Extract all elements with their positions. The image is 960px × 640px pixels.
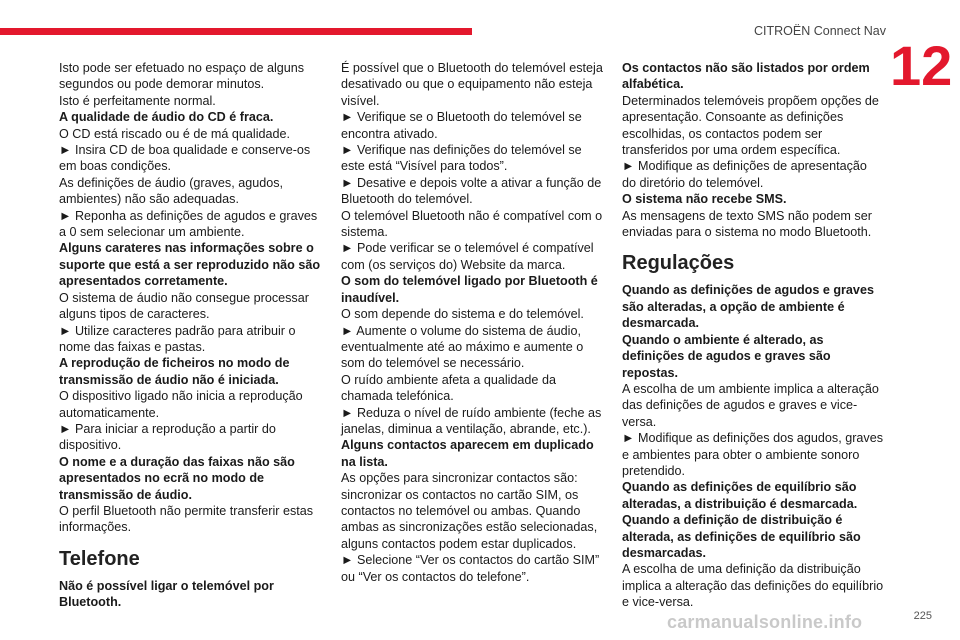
body-paragraph: A escolha de uma definição da distribuição implica a alteração das definições do equilíbrio e vice-versa. — [622, 562, 884, 610]
body-paragraph: ► Modifique as definições de apresentação do diretório do telemóvel. — [622, 159, 867, 190]
col3-paragraphs — [622, 60, 884, 240]
body-paragraph: O dispositivo ligado não inicia a reprodução automaticamente. — [59, 389, 303, 420]
body-paragraph: ► Utilize caracteres padrão para atribuir o nome das faixas e pastas. — [59, 323, 296, 354]
bold-heading-paragraph: Alguns carateres nas informações sobre o suporte que está a ser reproduzido não são apresentados corretamente. — [59, 241, 321, 289]
body-paragraph: É possível que o Bluetooth do telemóvel esteja desativado ou que o equipamento não esteja visível. — [341, 61, 603, 108]
body-paragraph: ► Reponha as definições de agudos e graves a 0 sem selecionar um ambiente. — [59, 208, 318, 240]
column-3 — [622, 60, 884, 611]
body-paragraph: ► Reduza o nível de ruído ambiente (feche as janelas, diminua a ventilação, abrande, etc.). — [341, 405, 602, 436]
body-paragraph: O sistema de áudio não consegue processar alguns tipos de caracteres. — [59, 290, 309, 322]
body-paragraph: O ruído ambiente afeta a qualidade da chamada telefónica. — [341, 372, 556, 404]
body-paragraph: ► Insira CD de boa qualidade e conserve-os em boas condições. — [59, 143, 311, 174]
bold-heading-paragraph: O nome e a duração das faixas não são apresentados no ecrã no modo de transmissão de áudio. — [59, 454, 295, 502]
page-number: 225 — [913, 610, 932, 622]
body-paragraph: A escolha de um ambiente implica a alteração das definições de agudos e graves e vice-versa. — [622, 381, 879, 429]
body-paragraph: ► Modifique as definições dos agudos, graves e ambientes para obter o ambiente sonoro pretendido. — [622, 431, 883, 478]
body-paragraph: Isto pode ser efetuado no espaço de alguns segundos ou pode demorar minutos. — [59, 61, 305, 92]
section-title-telefone: Telefone — [59, 547, 140, 570]
body-paragraph: Isto é perfeitamente normal. — [59, 93, 216, 108]
body-paragraph: ► Desative e depois volte a ativar a função de Bluetooth do telemóvel. — [341, 175, 602, 207]
body-paragraph: As definições de áudio (graves, agudos, ambientes) não são adequadas. — [59, 175, 284, 207]
bold-heading-paragraph: O sistema não recebe SMS. — [622, 192, 787, 207]
column-1 — [59, 60, 325, 611]
col1-section-paragraphs — [59, 578, 325, 611]
bold-heading-paragraph: Não é possível ligar o telemóvel por Bluetooth. — [59, 578, 274, 610]
chapter-number: 12 — [890, 34, 953, 97]
col1-paragraphs — [59, 60, 325, 536]
header-title: CITROËN Connect Nav — [754, 24, 886, 38]
bold-heading-paragraph: Quando as definições de equilíbrio são alteradas, a distribuição é desmarcada. — [622, 480, 858, 511]
bold-heading-paragraph: Quando o ambiente é alterado, as definições de agudos e graves são repostas. — [622, 332, 831, 380]
body-paragraph: O CD está riscado ou é de má qualidade. — [59, 126, 291, 141]
body-paragraph: O som depende do sistema e do telemóvel. — [341, 307, 584, 322]
body-paragraph: ► Para iniciar a reprodução a partir do dispositivo. — [59, 421, 276, 453]
column-2 — [341, 60, 603, 585]
body-paragraph: As mensagens de texto SMS não podem ser enviadas para o sistema no modo Bluetooth. — [622, 208, 872, 240]
body-paragraph: ► Verifique se o Bluetooth do telemóvel se encontra ativado. — [341, 110, 582, 141]
body-paragraph: O perfil Bluetooth não permite transferir estas informações. — [59, 503, 314, 535]
bold-heading-paragraph: O som do telemóvel ligado por Bluetooth é inaudível. — [341, 274, 598, 305]
col3-section-paragraphs — [622, 282, 884, 610]
section-title-regulacoes: Regulações — [622, 252, 735, 275]
body-paragraph: O telemóvel Bluetooth não é compatível com o sistema. — [341, 208, 603, 240]
watermark: carmanualsonline.info — [667, 612, 863, 632]
body-paragraph: ► Aumente o volume do sistema de áudio, eventualmente até ao máximo e aumente o som do telemóvel se necessário. — [341, 323, 584, 371]
body-paragraph: Determinados telemóveis propõem opções de apresentação. Consoante as definições escolhidas, os contactos podem ser transferidos por uma ordem específica. — [622, 93, 879, 158]
col2-paragraphs — [341, 60, 603, 585]
bold-heading-paragraph: Quando as definições de agudos e graves são alteradas, a opção de ambiente é desmarcada. — [622, 283, 874, 331]
bold-heading-paragraph: Alguns contactos aparecem em duplicado na lista. — [341, 438, 594, 469]
bold-heading-paragraph: Quando a definição de distribuição é alterada, as definições de equilíbrio são desmarcadas. — [622, 513, 861, 560]
bold-heading-paragraph: A reprodução de ficheiros no modo de transmissão de áudio não é iniciada. — [59, 356, 290, 387]
body-paragraph: As opções para sincronizar contactos são: sincronizar os contactos no cartão SIM, os contactos no telemóvel ou ambas. Quando ambas as sincronizações estão selecionadas, alguns contactos podem estar duplicados. — [341, 471, 598, 551]
bold-heading-paragraph: Os contactos não são listados por ordem alfabética. — [622, 61, 870, 92]
body-paragraph: ► Verifique nas definições do telemóvel se este está “Visível para todos”. — [341, 143, 582, 174]
body-paragraph: ► Pode verificar se o telemóvel é compatível com (os serviços do) Website da marca. — [341, 241, 594, 272]
body-paragraph: ► Selecione “Ver os contactos do cartão SIM” ou “Ver os contactos do telefone”. — [341, 553, 600, 584]
header-accent-bar — [0, 28, 472, 35]
bold-heading-paragraph: A qualidade de áudio do CD é fraca. — [59, 110, 274, 125]
